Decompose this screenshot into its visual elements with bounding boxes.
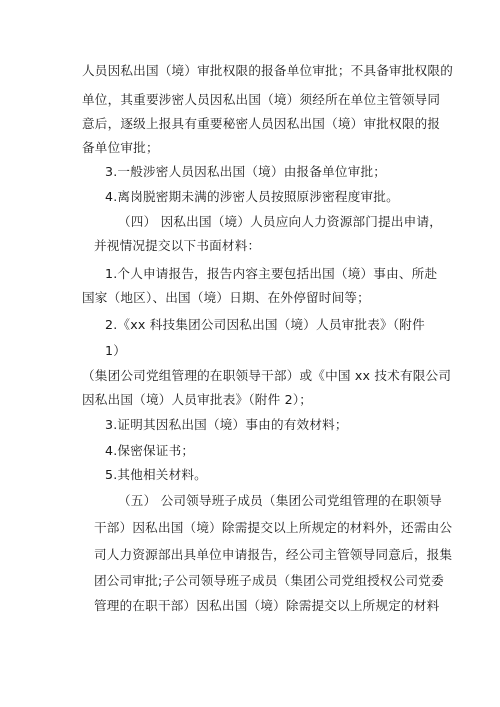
list-item: 3.证明其因私出国（境）事由的有效材料； — [105, 417, 348, 432]
paragraph-line: 备单位审批； — [82, 140, 159, 155]
list-item: 2.《xx 科技集团公司因私出国（境）人员审批表》（附件 — [105, 317, 425, 332]
paragraph-line: 单位，其重要涉密人员因私出国（境）须经所在单位主管领导同 — [82, 92, 441, 107]
paragraph-line: 并视情况提交以下书面材料： — [94, 238, 261, 253]
section-heading-5: （五） 公司领导班子成员（集团公司党组管理的在职领导 — [118, 493, 443, 508]
paragraph-line: 司人力资源部出具单位申请报告，经公司主管领导同意后，报集 — [94, 547, 453, 562]
paragraph-line: 人员因私出国（境）审批权限的报备单位审批；不具备审批权限的 — [82, 63, 454, 78]
paragraph-line: 干部）因私出国（境）除需提交以上所规定的材料外，还需由公 — [94, 520, 453, 535]
list-item: 4.离岗脱密期未满的涉密人员按照原涉密程度审批。 — [105, 189, 399, 204]
list-item: 1.个人申请报告，报告内容主要包括出国（境）事由、所赴 — [105, 266, 438, 281]
paragraph-line: 1） — [105, 343, 127, 358]
paragraph-line: （集团公司党组管理的在职领导干部）或《中国 xx 技术有限公司 — [82, 368, 452, 383]
list-item: 3.一般涉密人员因私出国（境）由报备单位审批； — [105, 164, 387, 179]
paragraph-line: 因私出国（境）人员审批表》（附件 2）； — [82, 392, 313, 407]
paragraph-line: 意后，逐级上报具有重要秘密人员因私出国（境）审批权限的报 — [82, 116, 441, 131]
list-item: 4.保密保证书； — [105, 443, 195, 458]
paragraph-line: 管理的在职干部）因私出国（境）除需提交以上所规定的材料 — [94, 598, 440, 613]
section-heading-4: （四） 因私出国（境）人员应向人力资源部门提出申请， — [118, 214, 443, 229]
paragraph-line: 团公司审批;子公司领导班子成员（集团公司党组授权公司党委 — [94, 573, 444, 588]
paragraph-line: 国家（地区）、出国（境）日期、在外停留时间等； — [82, 290, 370, 305]
list-item: 5.其他相关材料。 — [105, 467, 207, 482]
